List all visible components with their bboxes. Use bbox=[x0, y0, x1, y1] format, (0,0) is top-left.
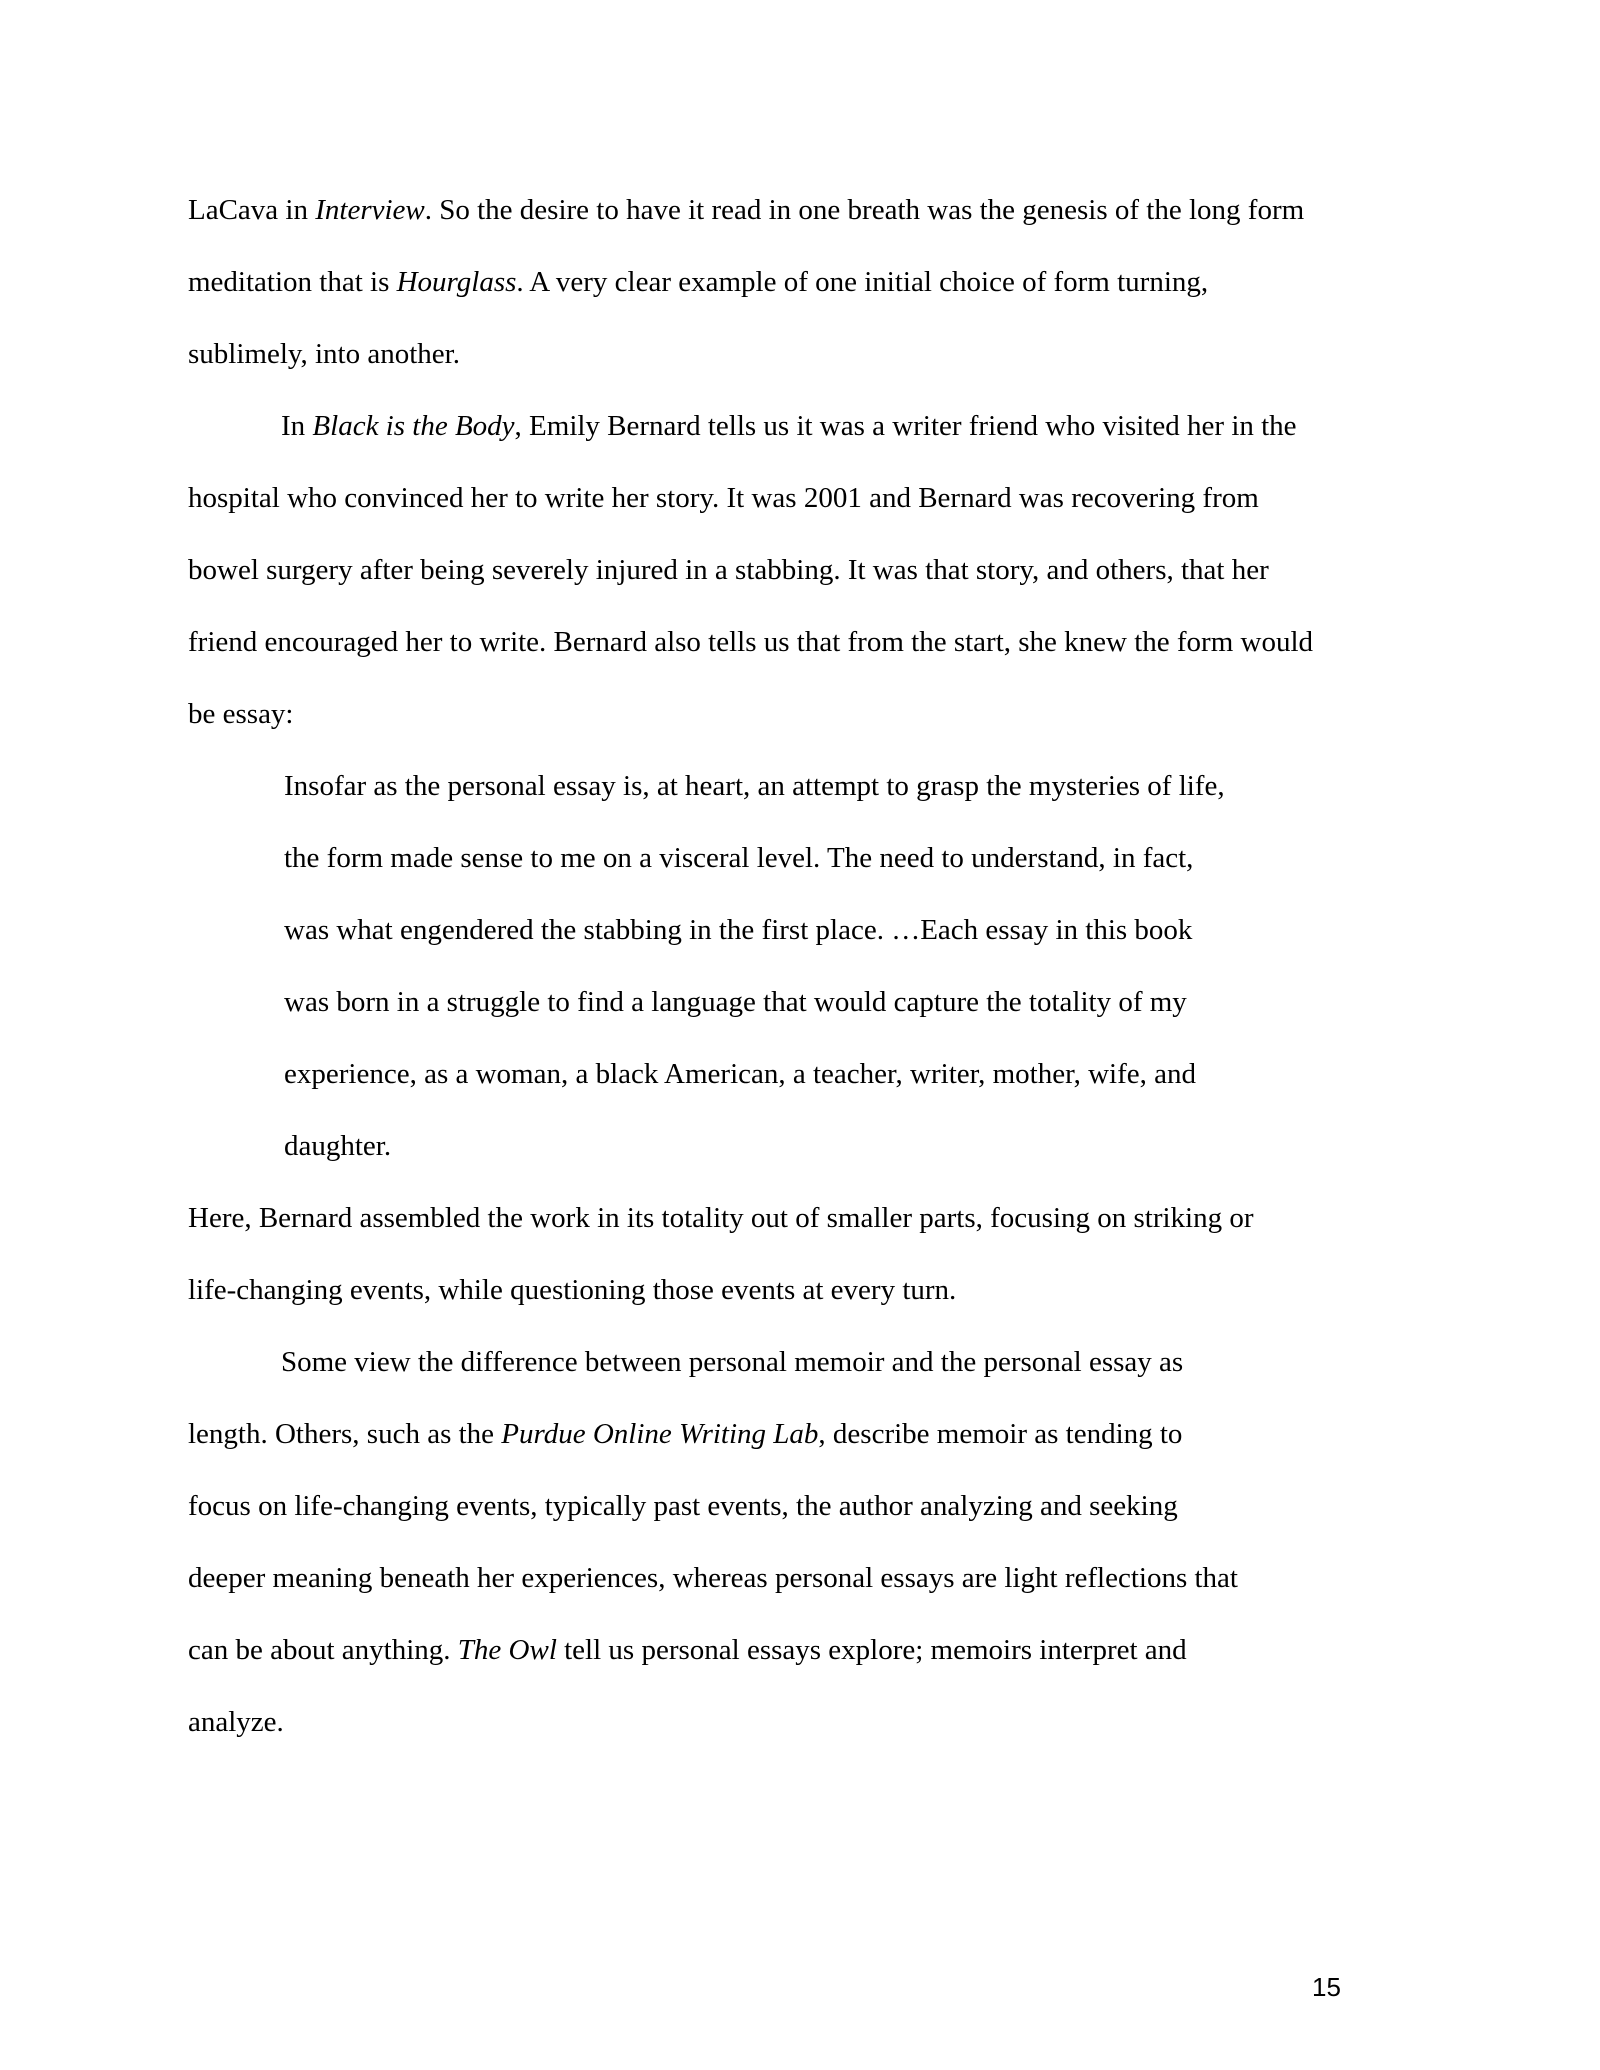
text-line bbox=[188, 1486, 1418, 1558]
text-segment: can be about anything. bbox=[188, 1634, 458, 1666]
block-quote-line bbox=[188, 1126, 1418, 1198]
text-segment: , Emily Bernard tells us it was a writer friend who visited her in the bbox=[514, 410, 1297, 442]
text-line bbox=[188, 406, 1418, 478]
text-line bbox=[188, 1198, 1418, 1270]
text-segment: daughter. bbox=[284, 1130, 392, 1162]
block-quote-line bbox=[188, 910, 1418, 982]
text-line bbox=[188, 1342, 1418, 1414]
italic-title: Black is the Body bbox=[312, 410, 515, 442]
text-line bbox=[188, 1270, 1418, 1342]
body-text bbox=[188, 190, 1418, 1774]
text-segment: friend encouraged her to write. Bernard also tells us that from the start, she knew the form would bbox=[188, 626, 1314, 658]
text-segment: Here, Bernard assembled the work in its totality out of smaller parts, focusing on striking or bbox=[188, 1202, 1254, 1234]
text-segment: hospital who convinced her to write her story. It was 2001 and Bernard was recovering from bbox=[188, 482, 1259, 514]
text-segment: was born in a struggle to find a language that would capture the totality of my bbox=[284, 986, 1187, 1018]
text-line bbox=[188, 190, 1418, 262]
text-line bbox=[188, 1630, 1418, 1702]
italic-title: Hourglass bbox=[396, 266, 517, 298]
text-segment: Insofar as the personal essay is, at heart, an attempt to grasp the mysteries of life, bbox=[284, 770, 1225, 802]
text-segment: tell us personal essays explore; memoirs interpret and bbox=[556, 1634, 1187, 1666]
text-segment: deeper meaning beneath her experiences, whereas personal essays are light reflections that bbox=[188, 1562, 1238, 1594]
text-line bbox=[188, 478, 1418, 550]
text-segment: , describe memoir as tending to bbox=[818, 1418, 1183, 1450]
text-segment: bowel surgery after being severely injured in a stabbing. It was that story, and others, that her bbox=[188, 554, 1269, 586]
italic-title: The Owl bbox=[457, 1634, 557, 1666]
text-line bbox=[188, 1702, 1418, 1774]
text-segment: be essay: bbox=[188, 698, 294, 730]
text-segment: Some view the difference between personal memoir and the personal essay as bbox=[281, 1346, 1184, 1378]
block-quote-line bbox=[188, 766, 1418, 838]
text-segment: LaCava in bbox=[188, 194, 316, 226]
block-quote-line bbox=[188, 982, 1418, 1054]
text-segment: In bbox=[281, 410, 313, 442]
text-segment: focus on life-changing events, typically past events, the author analyzing and seeking bbox=[188, 1490, 1178, 1522]
text-segment: . So the desire to have it read in one breath was the genesis of the long form bbox=[424, 194, 1305, 226]
block-quote-line bbox=[188, 1054, 1418, 1126]
text-line bbox=[188, 694, 1418, 766]
text-segment: analyze. bbox=[188, 1706, 284, 1738]
text-segment: meditation that is bbox=[188, 266, 397, 298]
text-segment: life-changing events, while questioning those events at every turn. bbox=[188, 1274, 957, 1306]
text-line bbox=[188, 334, 1418, 406]
text-segment: the form made sense to me on a visceral level. The need to understand, in fact, bbox=[284, 842, 1194, 874]
text-segment: length. Others, such as the bbox=[188, 1418, 502, 1450]
text-line bbox=[188, 1414, 1418, 1486]
text-segment: was what engendered the stabbing in the first place. …Each essay in this book bbox=[284, 914, 1193, 946]
block-quote-line bbox=[188, 838, 1418, 910]
text-line bbox=[188, 1558, 1418, 1630]
italic-title: Purdue Online Writing Lab bbox=[501, 1418, 819, 1450]
page-number: 15 bbox=[1312, 1972, 1341, 2002]
text-line bbox=[188, 550, 1418, 622]
text-segment: sublimely, into another. bbox=[188, 338, 460, 370]
text-segment: experience, as a woman, a black American, a teacher, writer, mother, wife, and bbox=[284, 1058, 1196, 1090]
text-line bbox=[188, 622, 1418, 694]
text-line bbox=[188, 262, 1418, 334]
italic-title: Interview bbox=[315, 194, 425, 226]
text-segment: . A very clear example of one initial choice of form turning, bbox=[516, 266, 1209, 298]
